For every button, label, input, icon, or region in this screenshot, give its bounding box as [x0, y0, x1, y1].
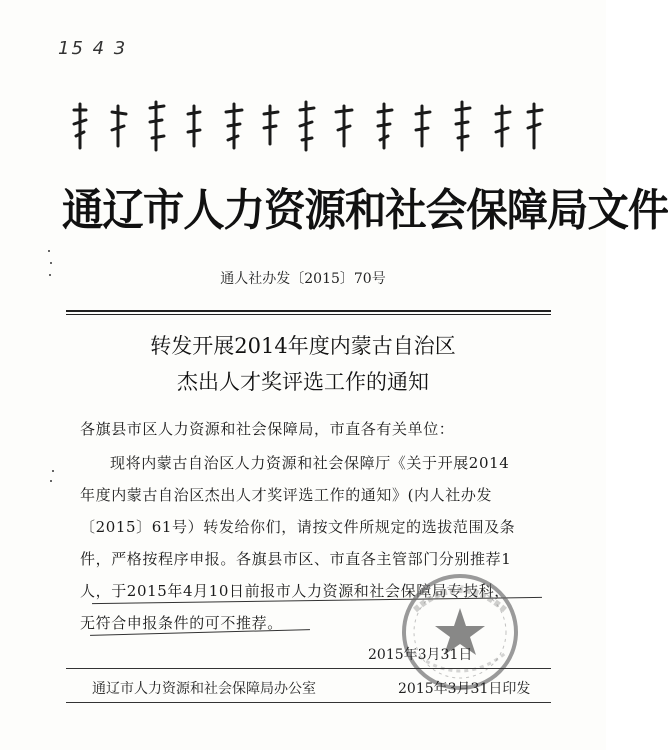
official-seal-icon — [385, 570, 535, 690]
footer-print-date: 2015年3月31日印发 — [398, 681, 531, 697]
signature-date: 2015年3月31日 — [368, 647, 473, 663]
header-divider — [66, 310, 551, 312]
body-line-3: 〔2015〕61号）转发给你们，请按文件所规定的选拔范围及条 — [80, 518, 516, 536]
subject-line-2: 杰出人才奖评选工作的通知 — [177, 370, 429, 394]
header-divider-thin — [66, 314, 551, 315]
body-line-6: 无符合申报条件的可不推荐。 — [80, 614, 283, 632]
subject-line-1: 转发开展2014年度内蒙古自治区 — [150, 334, 456, 358]
body-line-1: 现将内蒙古自治区人力资源和社会保障厅《关于开展2014 — [110, 454, 510, 472]
footer-divider-top — [66, 668, 551, 669]
salutation: 各旗县市区人力资源和社会保障局，市直各有关单位： — [80, 420, 455, 438]
body-line-4: 件，严格按程序申报。各旗县市区、市直各主管部门分别推荐1 — [80, 550, 512, 568]
body-line-2: 年度内蒙古自治区杰出人才奖评选工作的通知》(内人社办发 — [80, 486, 493, 504]
footer-issuer: 通辽市人力资源和社会保障局办公室 — [92, 681, 316, 697]
handwritten-note: 15 4 3 — [58, 38, 128, 59]
document-number: 通人社办发〔2015〕70号 — [220, 271, 386, 287]
body-line-5: 人，于2015年4月10日前报市人力资源和社会保障局专技科， — [80, 582, 510, 600]
mongolian-script-header-icon — [66, 96, 546, 156]
org-document-title: 通辽市人力资源和社会保障局文件 — [62, 185, 668, 236]
footer-divider-bottom — [66, 702, 551, 703]
